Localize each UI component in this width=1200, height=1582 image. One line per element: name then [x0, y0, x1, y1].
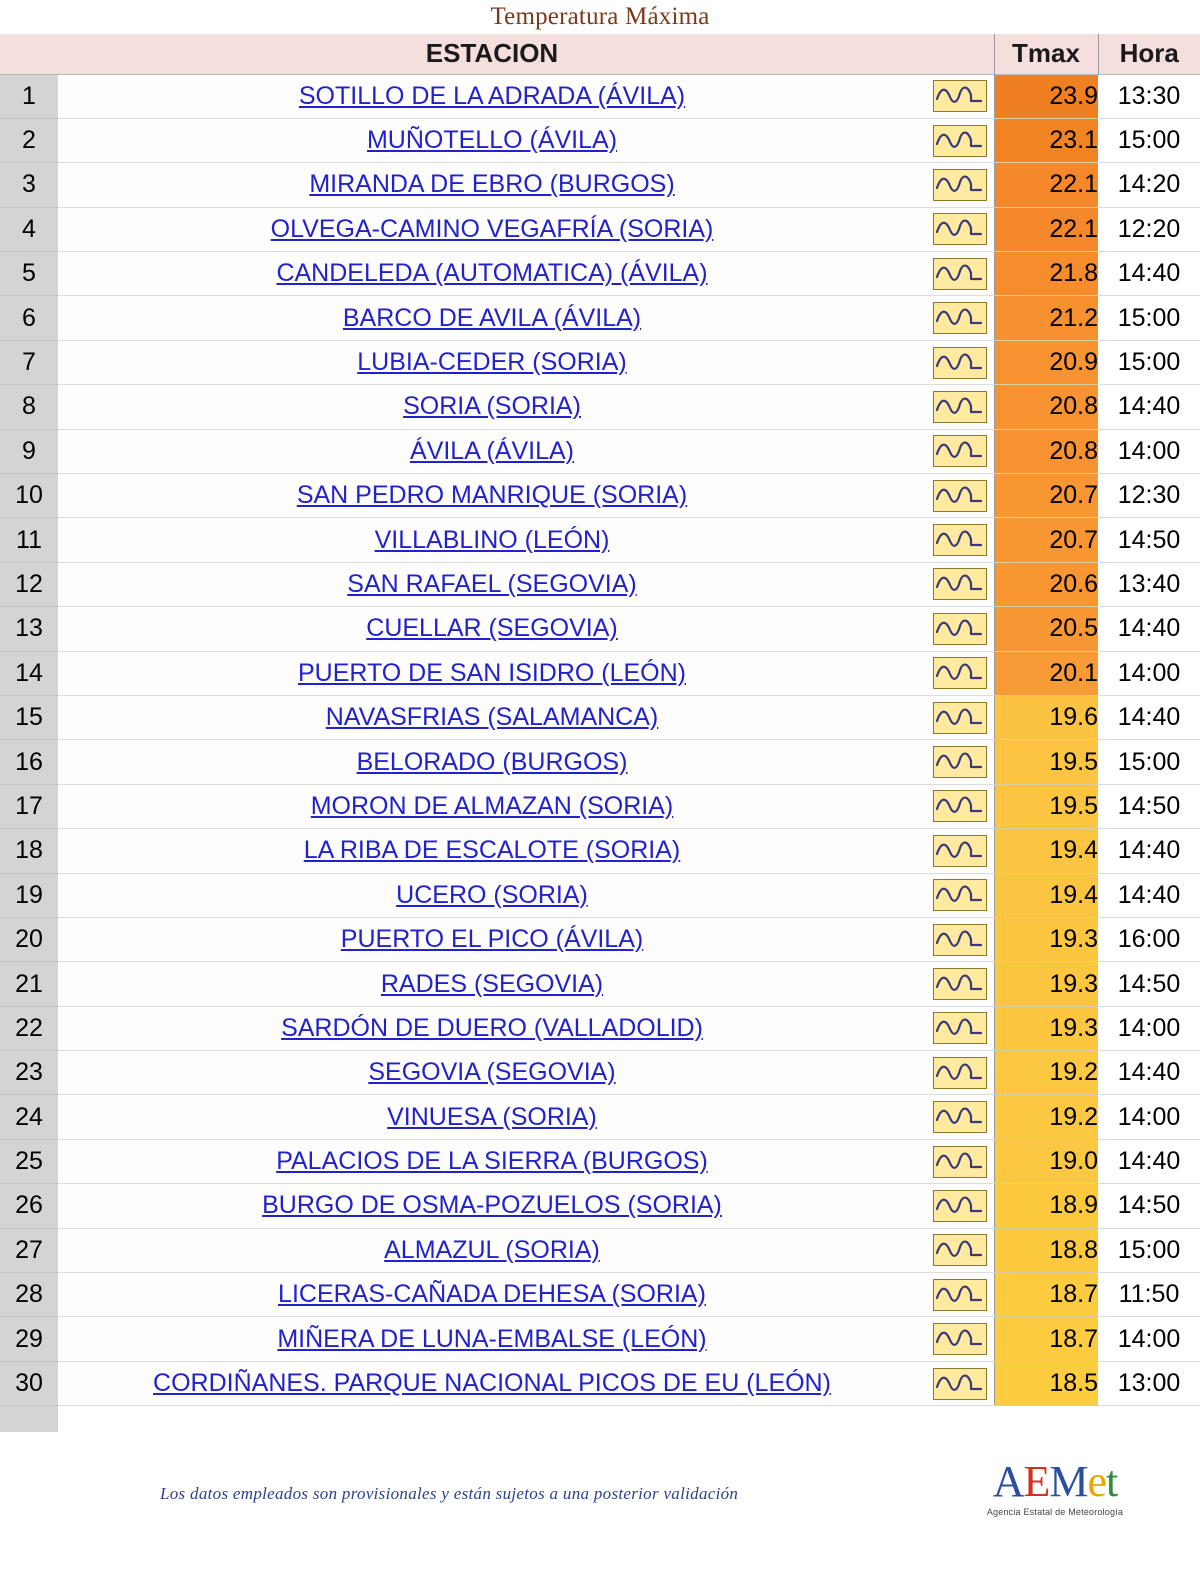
row-station-cell — [58, 1095, 926, 1139]
row-tmax: 19.3 — [994, 917, 1098, 961]
table-row — [0, 740, 1200, 784]
row-icon-cell — [926, 385, 994, 429]
row-station-cell — [58, 429, 926, 473]
row-icon-cell — [926, 296, 994, 340]
row-hora: 14:50 — [1098, 518, 1200, 562]
row-rank: 18 — [0, 829, 58, 873]
row-icon-cell — [926, 829, 994, 873]
station-link[interactable]: MIÑERA DE LUNA-EMBALSE (LEÓN) — [277, 1324, 707, 1353]
temperature-graph-icon[interactable] — [933, 1057, 987, 1089]
row-icon-cell — [926, 740, 994, 784]
temperature-graph-icon[interactable] — [933, 169, 987, 201]
row-hora: 15:00 — [1098, 340, 1200, 384]
temperature-graph-icon[interactable] — [933, 258, 987, 290]
row-icon-cell — [926, 429, 994, 473]
table-row — [0, 474, 1200, 518]
row-station-cell — [58, 74, 926, 118]
row-station-cell — [58, 1006, 926, 1050]
row-station-cell — [58, 784, 926, 828]
header-rank — [0, 34, 58, 74]
row-tmax: 19.3 — [994, 962, 1098, 1006]
row-hora: 15:00 — [1098, 118, 1200, 162]
row-station-cell — [58, 296, 926, 340]
temperature-graph-icon[interactable] — [933, 1368, 987, 1400]
row-station-cell — [58, 207, 926, 251]
row-hora: 12:30 — [1098, 474, 1200, 518]
temperature-graph-icon[interactable] — [933, 746, 987, 778]
row-hora: 14:40 — [1098, 829, 1200, 873]
row-station-cell — [58, 474, 926, 518]
row-rank: 28 — [0, 1273, 58, 1317]
row-icon-cell — [926, 784, 994, 828]
station-link[interactable]: LA RIBA DE ESCALOTE (SORIA) — [303, 836, 681, 865]
row-station-cell — [58, 1317, 926, 1361]
row-hora: 14:40 — [1098, 1051, 1200, 1095]
row-icon-cell — [926, 607, 994, 651]
row-hora: 15:00 — [1098, 296, 1200, 340]
row-hora: 14:40 — [1098, 607, 1200, 651]
temperature-graph-icon[interactable] — [933, 480, 987, 512]
aemet-logo — [970, 1457, 1140, 1518]
table-row — [0, 1228, 1200, 1272]
row-hora: 14:00 — [1098, 651, 1200, 695]
row-icon-cell — [926, 1006, 994, 1050]
station-link[interactable]: ÁVILA (ÁVILA) — [410, 436, 574, 465]
row-tmax: 19.5 — [994, 740, 1098, 784]
station-link[interactable]: UCERO (SORIA) — [396, 880, 588, 909]
row-icon-cell — [926, 1139, 994, 1183]
temperature-graph-icon[interactable] — [933, 1190, 987, 1222]
bottom-rule-rank — [0, 1406, 58, 1433]
row-rank: 22 — [0, 1006, 58, 1050]
table-row — [0, 1051, 1200, 1095]
row-rank: 21 — [0, 962, 58, 1006]
station-link[interactable]: CUELLAR (SEGOVIA) — [366, 614, 618, 643]
row-icon-cell — [926, 962, 994, 1006]
station-link[interactable]: SAN PEDRO MANRIQUE (SORIA) — [296, 481, 688, 510]
temperature-graph-icon[interactable] — [933, 657, 987, 689]
row-tmax: 20.6 — [994, 562, 1098, 606]
table-row — [0, 873, 1200, 917]
table-row — [0, 651, 1200, 695]
row-station-cell — [58, 562, 926, 606]
station-link[interactable]: PALACIOS DE LA SIERRA (BURGOS) — [276, 1147, 708, 1176]
row-hora: 13:30 — [1098, 74, 1200, 118]
header-tmax: Tmax — [994, 34, 1098, 74]
table-row — [0, 518, 1200, 562]
header-icon — [926, 34, 994, 74]
row-tmax: 20.7 — [994, 518, 1098, 562]
row-station-cell — [58, 340, 926, 384]
row-tmax: 19.3 — [994, 1006, 1098, 1050]
row-rank: 16 — [0, 740, 58, 784]
station-link[interactable]: MUÑOTELLO (ÁVILA) — [366, 126, 618, 155]
row-rank: 3 — [0, 163, 58, 207]
row-tmax: 18.7 — [994, 1317, 1098, 1361]
row-hora: 14:00 — [1098, 1006, 1200, 1050]
row-hora: 14:50 — [1098, 1184, 1200, 1228]
row-rank: 29 — [0, 1317, 58, 1361]
table-row — [0, 829, 1200, 873]
bottom-rule-body — [58, 1406, 1200, 1433]
temperature-graph-icon[interactable] — [933, 1101, 987, 1133]
row-rank: 6 — [0, 296, 58, 340]
header-hora: Hora — [1098, 34, 1200, 74]
row-tmax: 21.2 — [994, 296, 1098, 340]
row-hora: 16:00 — [1098, 917, 1200, 961]
temperature-graph-icon[interactable] — [933, 347, 987, 379]
station-link[interactable]: CORDIÑANES. PARQUE NACIONAL PICOS DE EU (LEÓN) — [153, 1369, 831, 1398]
row-icon-cell — [926, 163, 994, 207]
row-rank: 15 — [0, 695, 58, 739]
station-link[interactable]: LICERAS-CAÑADA DEHESA (SORIA) — [278, 1280, 706, 1309]
table-row — [0, 1317, 1200, 1361]
row-station-cell — [58, 1051, 926, 1095]
temperature-graph-icon[interactable] — [933, 80, 987, 112]
row-hora: 14:40 — [1098, 252, 1200, 296]
row-tmax: 20.1 — [994, 651, 1098, 695]
row-tmax: 18.5 — [994, 1361, 1098, 1405]
temperature-graph-icon[interactable] — [933, 1323, 987, 1355]
station-link[interactable]: SEGOVIA (SEGOVIA) — [368, 1058, 616, 1087]
row-station-cell — [58, 163, 926, 207]
temperature-graph-icon[interactable] — [933, 524, 987, 556]
row-rank: 4 — [0, 207, 58, 251]
row-tmax: 23.1 — [994, 118, 1098, 162]
table-header-row — [0, 34, 1200, 74]
table-row — [0, 74, 1200, 118]
table-row — [0, 1095, 1200, 1139]
row-hora: 12:20 — [1098, 207, 1200, 251]
row-station-cell — [58, 385, 926, 429]
row-tmax: 23.9 — [994, 74, 1098, 118]
row-station-cell — [58, 1228, 926, 1272]
temperature-graph-icon[interactable] — [933, 435, 987, 467]
temperature-graph-icon[interactable] — [933, 391, 987, 423]
row-icon-cell — [926, 118, 994, 162]
row-icon-cell — [926, 562, 994, 606]
row-tmax: 19.4 — [994, 829, 1098, 873]
table-row — [0, 429, 1200, 473]
row-station-cell — [58, 740, 926, 784]
row-icon-cell — [926, 1095, 994, 1139]
row-icon-cell — [926, 651, 994, 695]
aemet-logo-subtitle: Agencia Estatal de Meteorología — [986, 1507, 1124, 1518]
row-rank: 7 — [0, 340, 58, 384]
temperature-graph-icon[interactable] — [933, 879, 987, 911]
row-station-cell — [58, 829, 926, 873]
row-station-cell — [58, 1361, 926, 1405]
page-title-bar — [0, 0, 1200, 34]
row-rank: 5 — [0, 252, 58, 296]
row-rank: 10 — [0, 474, 58, 518]
row-rank: 25 — [0, 1139, 58, 1183]
row-hora: 14:00 — [1098, 1095, 1200, 1139]
row-station-cell — [58, 962, 926, 1006]
table-row — [0, 118, 1200, 162]
temperature-graph-icon[interactable] — [933, 302, 987, 334]
temperature-graph-icon[interactable] — [933, 968, 987, 1000]
station-link[interactable]: MIRANDA DE EBRO (BURGOS) — [309, 170, 675, 199]
row-icon-cell — [926, 1051, 994, 1095]
row-rank: 23 — [0, 1051, 58, 1095]
row-icon-cell — [926, 1273, 994, 1317]
table-row — [0, 385, 1200, 429]
temperature-graph-icon[interactable] — [933, 125, 987, 157]
row-hora: 11:50 — [1098, 1273, 1200, 1317]
row-hora: 14:20 — [1098, 163, 1200, 207]
row-hora: 14:40 — [1098, 1139, 1200, 1183]
row-tmax: 20.5 — [994, 607, 1098, 651]
row-tmax: 19.4 — [994, 873, 1098, 917]
station-link[interactable]: SOTILLO DE LA ADRADA (ÁVILA) — [298, 81, 686, 110]
row-hora: 14:00 — [1098, 1317, 1200, 1361]
row-rank: 11 — [0, 518, 58, 562]
row-tmax: 19.2 — [994, 1051, 1098, 1095]
row-icon-cell — [926, 1184, 994, 1228]
row-station-cell — [58, 695, 926, 739]
temperature-graph-icon[interactable] — [933, 1146, 987, 1178]
station-link[interactable]: BELORADO (BURGOS) — [356, 747, 628, 776]
row-rank: 8 — [0, 385, 58, 429]
row-hora: 13:00 — [1098, 1361, 1200, 1405]
table-bottom-rule — [0, 1406, 1200, 1433]
temperature-graph-icon[interactable] — [933, 568, 987, 600]
temperature-graph-icon[interactable] — [933, 1234, 987, 1266]
table-row — [0, 695, 1200, 739]
row-icon-cell — [926, 1317, 994, 1361]
row-tmax: 18.9 — [994, 1184, 1098, 1228]
table-row — [0, 1006, 1200, 1050]
row-rank: 20 — [0, 917, 58, 961]
row-rank: 24 — [0, 1095, 58, 1139]
row-rank: 26 — [0, 1184, 58, 1228]
row-icon-cell — [926, 518, 994, 562]
row-rank: 1 — [0, 74, 58, 118]
table-row — [0, 207, 1200, 251]
table-row — [0, 163, 1200, 207]
table-row — [0, 917, 1200, 961]
row-rank: 12 — [0, 562, 58, 606]
station-link[interactable]: MORON DE ALMAZAN (SORIA) — [310, 791, 674, 820]
station-link[interactable]: VILLABLINO (LEÓN) — [374, 525, 610, 554]
row-rank: 19 — [0, 873, 58, 917]
row-hora: 13:40 — [1098, 562, 1200, 606]
max-temperature-table — [0, 34, 1200, 1432]
row-tmax: 20.9 — [994, 340, 1098, 384]
table-row — [0, 784, 1200, 828]
page-footer — [0, 1432, 1200, 1582]
row-tmax: 22.1 — [994, 207, 1098, 251]
row-station-cell — [58, 518, 926, 562]
station-link[interactable]: BURGO DE OSMA-POZUELOS (SORIA) — [262, 1191, 722, 1220]
row-tmax: 20.7 — [994, 474, 1098, 518]
station-link[interactable]: NAVASFRIAS (SALAMANCA) — [325, 703, 659, 732]
row-station-cell — [58, 651, 926, 695]
row-tmax: 18.7 — [994, 1273, 1098, 1317]
row-hora: 14:50 — [1098, 784, 1200, 828]
row-tmax: 19.0 — [994, 1139, 1098, 1183]
temperature-graph-icon[interactable] — [933, 702, 987, 734]
row-tmax: 19.6 — [994, 695, 1098, 739]
row-hora: 14:40 — [1098, 873, 1200, 917]
row-tmax: 22.1 — [994, 163, 1098, 207]
station-link[interactable]: SORIA (SORIA) — [403, 392, 581, 421]
row-hora: 14:00 — [1098, 429, 1200, 473]
row-hora: 15:00 — [1098, 1228, 1200, 1272]
row-rank: 27 — [0, 1228, 58, 1272]
row-hora: 15:00 — [1098, 740, 1200, 784]
table-row — [0, 1184, 1200, 1228]
row-hora: 14:40 — [1098, 695, 1200, 739]
row-hora: 14:40 — [1098, 385, 1200, 429]
station-link[interactable]: ALMAZUL (SORIA) — [384, 1235, 600, 1264]
temperature-graph-icon[interactable] — [933, 213, 987, 245]
row-icon-cell — [926, 252, 994, 296]
row-rank: 2 — [0, 118, 58, 162]
row-icon-cell — [926, 1228, 994, 1272]
row-icon-cell — [926, 1361, 994, 1405]
row-rank: 13 — [0, 607, 58, 651]
row-tmax: 20.8 — [994, 385, 1098, 429]
table-body — [0, 74, 1200, 1432]
row-station-cell — [58, 873, 926, 917]
temperature-graph-icon[interactable] — [933, 924, 987, 956]
row-rank: 30 — [0, 1361, 58, 1405]
row-station-cell — [58, 252, 926, 296]
row-icon-cell — [926, 873, 994, 917]
station-link[interactable]: PUERTO EL PICO (ÁVILA) — [340, 925, 644, 954]
station-link[interactable]: SAN RAFAEL (SEGOVIA) — [347, 569, 637, 598]
row-station-cell — [58, 1139, 926, 1183]
temperature-graph-icon[interactable] — [933, 790, 987, 822]
table-row — [0, 962, 1200, 1006]
row-station-cell — [58, 1184, 926, 1228]
row-rank: 14 — [0, 651, 58, 695]
row-rank: 17 — [0, 784, 58, 828]
station-link[interactable]: SARDÓN DE DUERO (VALLADOLID) — [281, 1013, 703, 1042]
temperature-graph-icon[interactable] — [933, 613, 987, 645]
table-row — [0, 252, 1200, 296]
station-link[interactable]: PUERTO DE SAN ISIDRO (LEÓN) — [297, 658, 687, 687]
row-tmax: 20.8 — [994, 429, 1098, 473]
aemet-logo-mark: AEMet — [992, 1457, 1118, 1507]
row-station-cell — [58, 917, 926, 961]
row-station-cell — [58, 1273, 926, 1317]
page-title: Temperatura Máxima — [490, 3, 710, 30]
header-station: ESTACION — [58, 34, 926, 74]
row-icon-cell — [926, 340, 994, 384]
station-link[interactable]: RADES (SEGOVIA) — [380, 969, 604, 998]
row-icon-cell — [926, 917, 994, 961]
station-link[interactable]: LUBIA-CEDER (SORIA) — [357, 348, 627, 377]
footer-disclaimer: Los datos empleados son provisionales y están sujetos a una posterior validación — [160, 1484, 739, 1504]
row-icon-cell — [926, 207, 994, 251]
temperature-graph-icon[interactable] — [933, 1012, 987, 1044]
table-row — [0, 340, 1200, 384]
table-row — [0, 296, 1200, 340]
table-row — [0, 1273, 1200, 1317]
row-icon-cell — [926, 695, 994, 739]
table-row — [0, 1361, 1200, 1405]
temperature-graph-icon[interactable] — [933, 835, 987, 867]
row-station-cell — [58, 607, 926, 651]
row-icon-cell — [926, 474, 994, 518]
row-icon-cell — [926, 74, 994, 118]
table-row — [0, 562, 1200, 606]
station-link[interactable]: CANDELEDA (AUTOMATICA) (ÁVILA) — [276, 259, 708, 288]
table-row — [0, 1139, 1200, 1183]
row-tmax: 19.5 — [994, 784, 1098, 828]
row-hora: 14:50 — [1098, 962, 1200, 1006]
row-tmax: 19.2 — [994, 1095, 1098, 1139]
station-link[interactable]: OLVEGA-CAMINO VEGAFRÍA (SORIA) — [270, 214, 714, 243]
station-link[interactable]: VINUESA (SORIA) — [387, 1102, 597, 1131]
row-tmax: 18.8 — [994, 1228, 1098, 1272]
table-row — [0, 607, 1200, 651]
station-link[interactable]: BARCO DE AVILA (ÁVILA) — [342, 303, 642, 332]
row-station-cell — [58, 118, 926, 162]
temperature-graph-icon[interactable] — [933, 1279, 987, 1311]
row-tmax: 21.8 — [994, 252, 1098, 296]
row-rank: 9 — [0, 429, 58, 473]
